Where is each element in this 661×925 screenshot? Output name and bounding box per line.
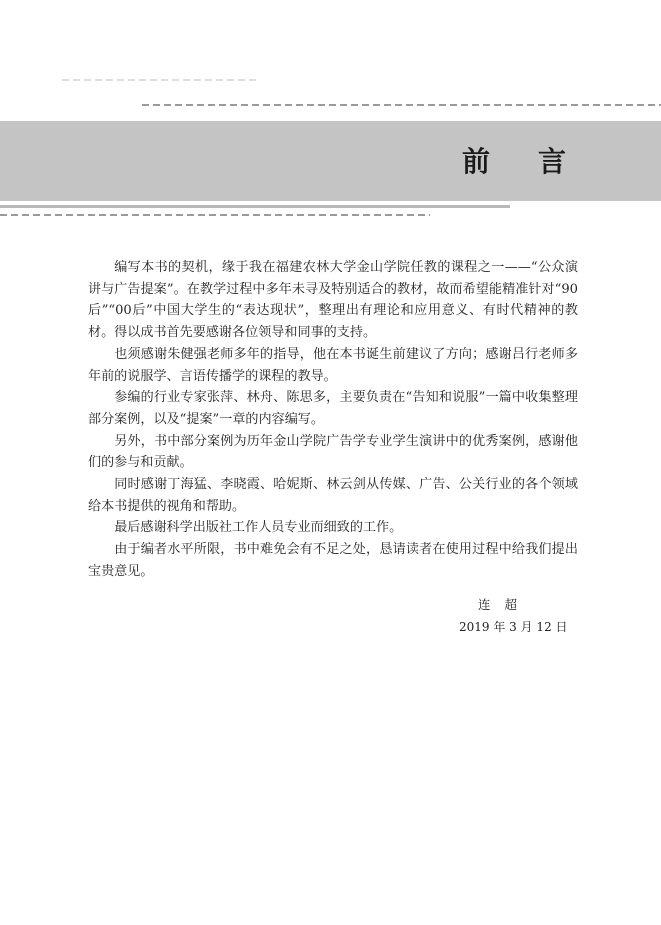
decorative-banner-underline [0,205,510,208]
page-title: 前言 [462,145,615,178]
paragraph: 编写本书的契机，缘于我在福建农林大学金山学院任教的课程之一——“公众演讲与广告提案”。在教学过程中多年未寻及特别适合的教材，故而希望能精准针对“90后”“00后”中国大学生的“表达现状”，整理出有理论和应用意义、有时代精神的教材。得以成书首先要感谢各位领导和同事的支持。 [88,260,578,341]
preface-body [88,257,578,583]
signature-date: 2019 年 3 月 12 日 [459,620,568,634]
paragraph: 另外，书中部分案例为历年金山学院广告学专业学生演讲中的优秀案例，感谢他们的参与和贡献。 [88,433,578,471]
decorative-dashed-rule-bottom [0,214,430,216]
paragraph: 最后感谢科学出版社工作人员专业而细致的工作。 [114,520,403,536]
paragraph: 参编的行业专家张萍、林舟、陈思多，主要负责在“告知和说服”一篇中收集整理部分案例，以及“提案”一章的内容编写。 [88,390,578,427]
paragraph: 同时感谢丁海猛、李晓霞、哈妮斯、林云剑从传媒、广告、公关行业的各个领域给本书提供的视角和帮助。 [88,477,578,514]
paragraph: 由于编者水平所限，书中难免会有不足之处，恳请读者在使用过程中给我们提出宝贵意见。 [88,542,578,579]
decorative-faint-rule [62,79,258,81]
paragraph: 也须感谢朱健强老师多年的指导，他在本书诞生前建议了方向；感谢吕行老师多年前的说服学、言语传播学的课程的教导。 [88,346,578,384]
decorative-dashed-rule-top [142,104,661,106]
author-signature: 连超 [478,597,532,612]
